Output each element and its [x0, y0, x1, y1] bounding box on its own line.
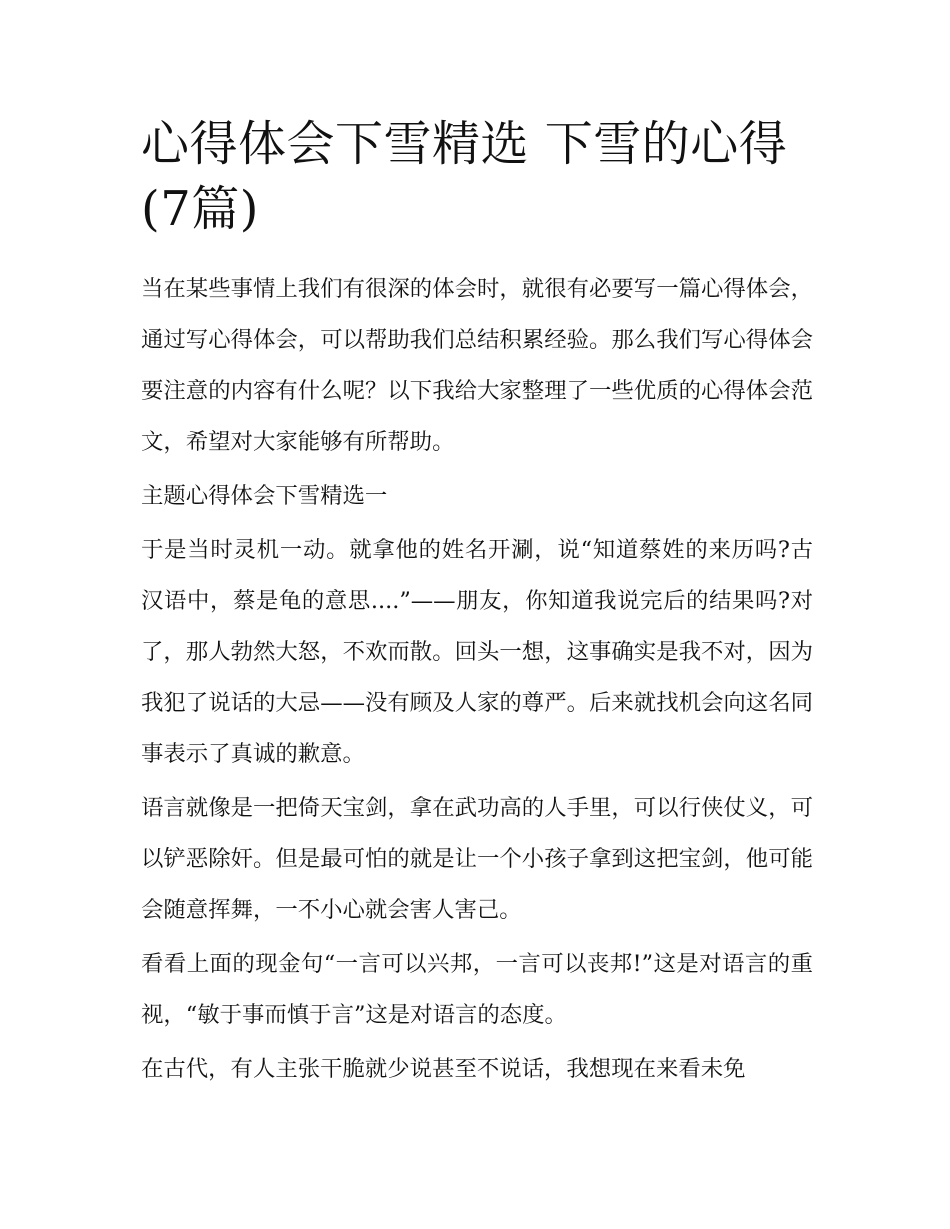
- body-paragraph: 在古代，有人主张干脆就少说甚至不说话，我想现在来看未免: [141, 1056, 746, 1082]
- body-paragraph: 语言就像是一把倚天宝剑，拿在武功高的人手里，可以行侠仗义，可以铲恶除奸。但是最可怕的就是让一个小孩子拿到这把宝剑，他可能会随意挥舞，一不小心就会害人害己。: [141, 795, 813, 923]
- body-paragraph: 看看上面的现金句“一言可以兴邦，一言可以丧邦!”这是对语言的重视，“敏于事而慎于言”这是对语言的态度。: [141, 951, 813, 1028]
- intro-paragraph: 当在某些事情上我们有很深的体会时，就很有必要写一篇心得体会，通过写心得体会，可以帮助我们总结积累经验。那么我们写心得体会要注意的内容有什么呢？以下我给大家整理了一些优质的心得体会范文，希望对大家能够有所帮助。: [141, 276, 813, 455]
- document-body: [141, 264, 813, 1095]
- body-paragraph: 于是当时灵机一动。就拿他的姓名开涮，说“知道蔡姓的来历吗?古汉语中，蔡是龟的意思....”——朋友，你知道我说完后的结果吗?对了，那人勃然大怒，不欢而散。回头一想，这事确实是我不对，因为我犯了说话的大忌——没有顾及人家的尊严。后来就找机会向这名同事表示了真诚的歉意。: [141, 537, 813, 767]
- section-heading: 主题心得体会下雪精选一: [141, 483, 388, 509]
- document-page: [141, 112, 813, 1098]
- document-title: 心得体会下雪精选 下雪的心得(7篇): [141, 116, 788, 237]
